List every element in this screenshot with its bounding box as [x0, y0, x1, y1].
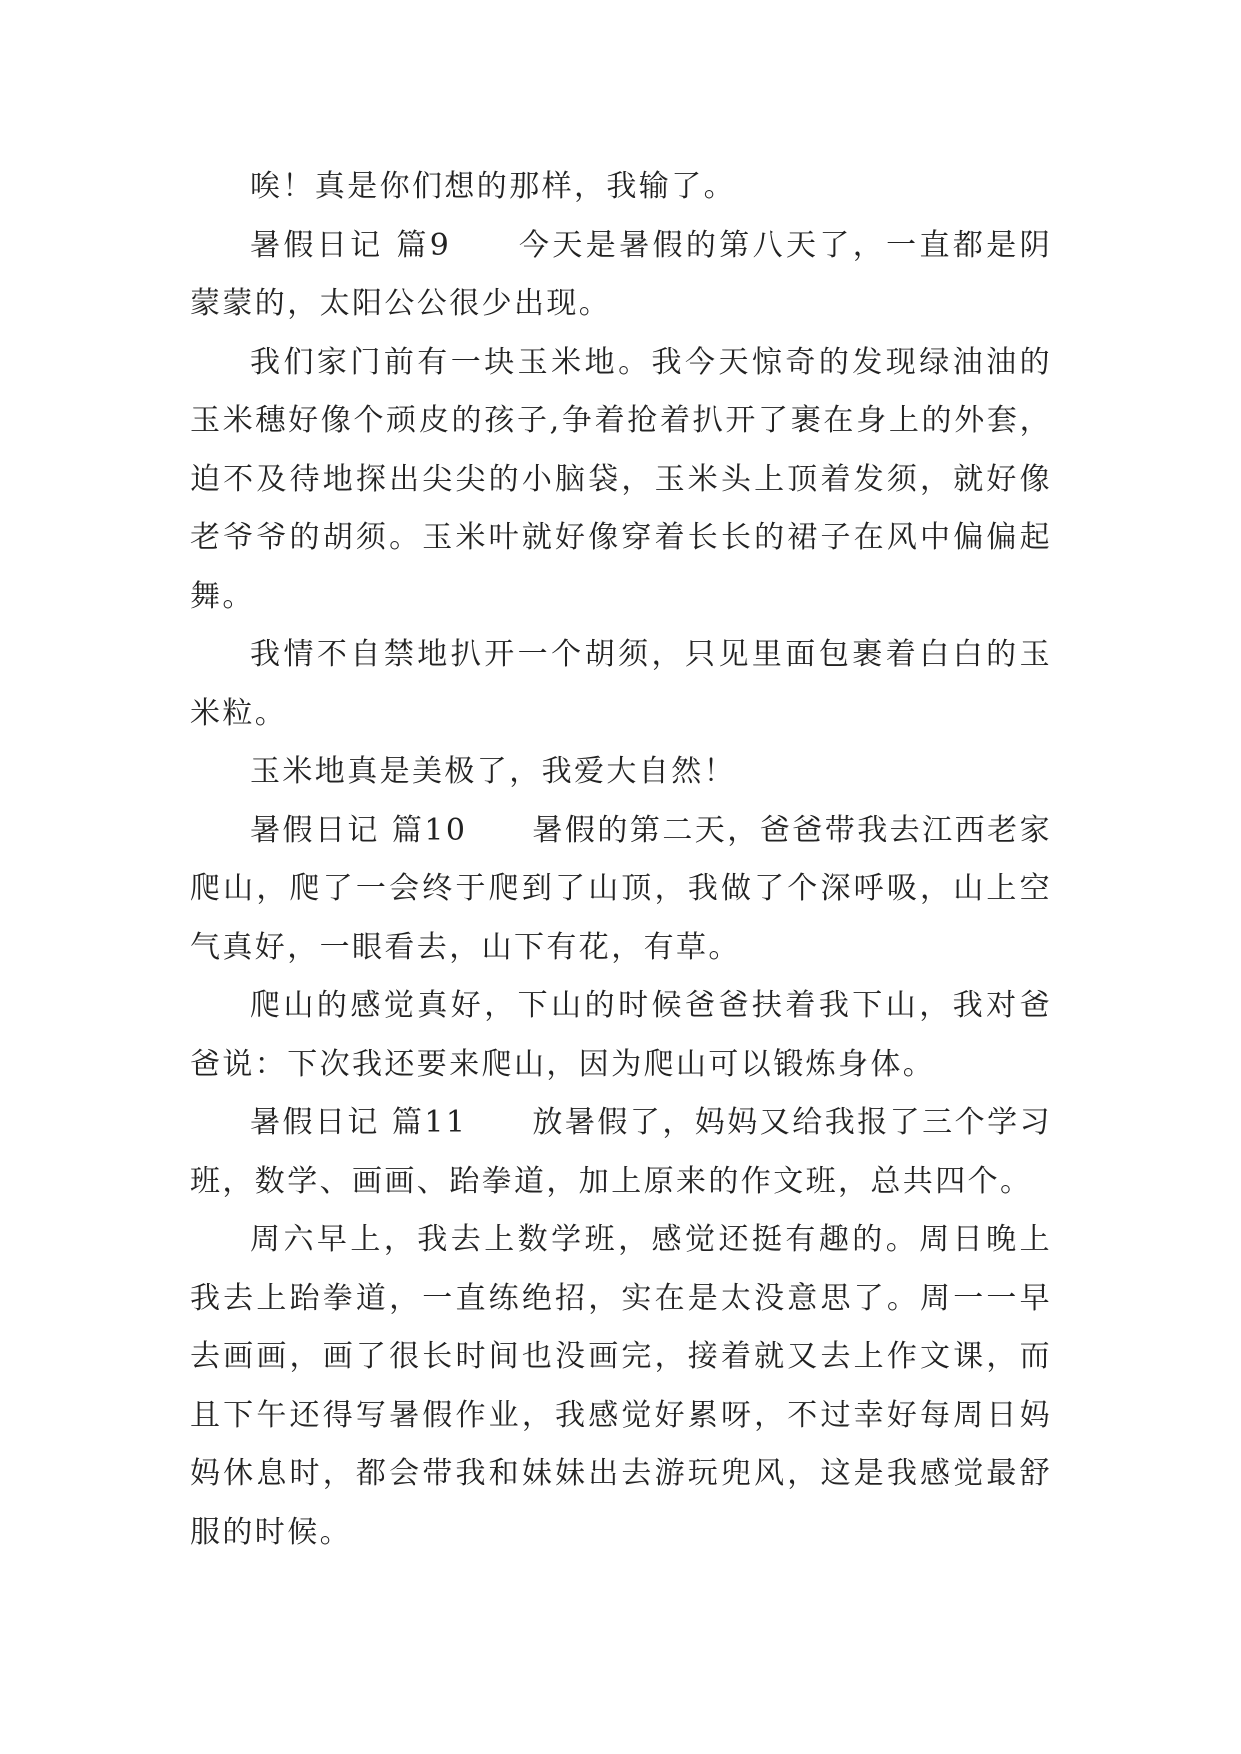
document-body — [190, 158, 1052, 1562]
paragraph: 玉米地真是美极了，我爱大自然！ — [250, 754, 736, 789]
paragraph: 暑假日记 篇11 放暑假了，妈妈又给我报了三个学习班，数学、画画、跆拳道，加上原来的作文班，总共四个。 — [190, 1105, 1052, 1199]
paragraph: 我们家门前有一块玉米地。我今天惊奇的发现绿油油的玉米穗好像个顽皮的孩子,争着抢着扒开了裹在身上的外套，迫不及待地探出尖尖的小脑袋，玉米头上顶着发须，就好像老爷爷的胡须。玉米叶就好像穿着长长的裙子在风中偏偏起舞。 — [190, 344, 1052, 614]
paragraph: 周六早上，我去上数学班，感觉还挺有趣的。周日晚上我去上跆拳道，一直练绝招，实在是太没意思了。周一一早去画画，画了很长时间也没画完，接着就又去上作文课，而且下午还得写暑假作业，我感觉好累呀，不过幸好每周日妈妈休息时，都会带我和妹妹出去游玩兜风，这是我感觉最舒服的时候。 — [190, 1222, 1052, 1550]
paragraph: 唉！真是你们想的那样，我输了。 — [250, 169, 736, 204]
paragraph: 我情不自禁地扒开一个胡须，只见里面包裹着白白的玉米粒。 — [190, 637, 1052, 731]
paragraph: 暑假日记 篇10 暑假的第二天，爸爸带我去江西老家爬山，爬了一会终于爬到了山顶，我做了个深呼吸，山上空气真好，一眼看去，山下有花，有草。 — [190, 812, 1052, 965]
paragraph: 爬山的感觉真好，下山的时候爸爸扶着我下山，我对爸爸说：下次我还要来爬山，因为爬山可以锻炼身体。 — [190, 988, 1052, 1082]
paragraph: 暑假日记 篇9 今天是暑假的第八天了，一直都是阴蒙蒙的，太阳公公很少出现。 — [190, 227, 1052, 321]
